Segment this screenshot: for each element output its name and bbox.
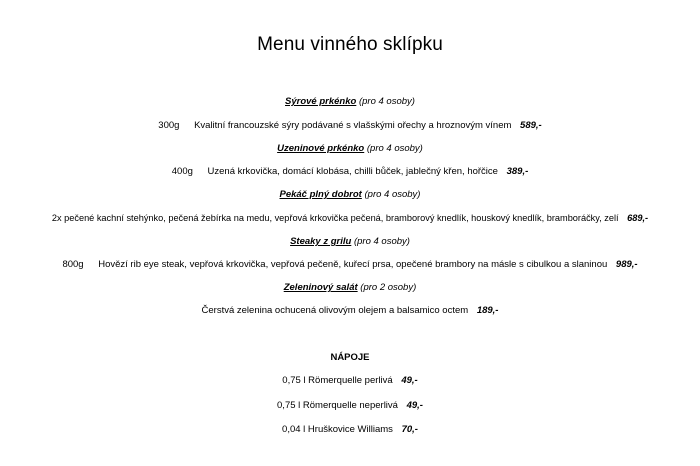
menu-item [0,166,700,178]
category-name: Pekáč plný dobrot [279,189,362,200]
item-price: 989,- [615,259,638,270]
menu-item [0,212,700,224]
category-note: (pro 4 osoby) [353,236,410,247]
category-note: (pro 4 osoby) [364,189,421,200]
category-heading [0,96,700,108]
item-description: Uzená krkovička, domácí klobása, chilli bůček, jablečný křen, hořčice [207,166,498,177]
drink-description: 0,75 l Römerquelle perlivá [282,375,393,386]
category-heading [0,189,700,201]
menu-item [0,259,700,271]
item-price: 389,- [506,166,529,177]
drink-item [0,400,700,412]
drink-price: 49,- [406,400,423,411]
category-note: (pro 4 osoby) [358,96,415,107]
category-note: (pro 4 osoby) [366,143,423,154]
item-description: 2x pečené kachní stehýnko, pečená žebírka na medu, vepřová krkovička pečená, bramborový knedlík, houskový knedlík, bramboráčky, zelí [51,213,619,223]
menu-item [0,305,700,317]
item-price: 589,- [520,120,542,131]
item-description: Čerstvá zelenina ochucená olivovým olejem a balsamico octem [201,305,469,316]
category-name: Steaky z grilu [290,236,352,247]
drink-price: 49,- [401,375,418,386]
category-heading [0,236,700,248]
category-name: Sýrové prkénko [285,96,357,107]
drink-description: 0,04 l Hruškovice Williams [282,424,393,435]
page-title: Menu vinného sklípku [257,34,443,55]
item-description: Kvalitní francouzské sýry podávané s vlašskými ořechy a hroznovým vínem [194,120,512,131]
drinks-heading: NÁPOJE [330,352,370,363]
item-quantity: 400g [171,166,193,177]
drink-item [0,375,700,387]
item-quantity: 800g [62,259,84,270]
item-description: Hovězí rib eye steak, vepřová krkovička, vepřová pečeně, kuřecí prsa, opečené brambory na másle s cibulkou a slaninou [98,259,608,270]
item-price: 189,- [476,305,499,316]
drink-price: 70,- [401,424,418,435]
category-name: Zeleninový salát [283,282,358,293]
drink-item [0,424,700,436]
menu-item [0,120,700,132]
category-heading [0,143,700,155]
category-name: Uzeninové prkénko [277,143,365,154]
item-quantity: 300g [158,120,180,131]
drink-description: 0,75 l Römerquelle neperlivá [277,400,398,411]
category-note: (pro 2 osoby) [360,282,417,293]
item-price: 689,- [627,213,649,223]
category-heading [0,282,700,294]
